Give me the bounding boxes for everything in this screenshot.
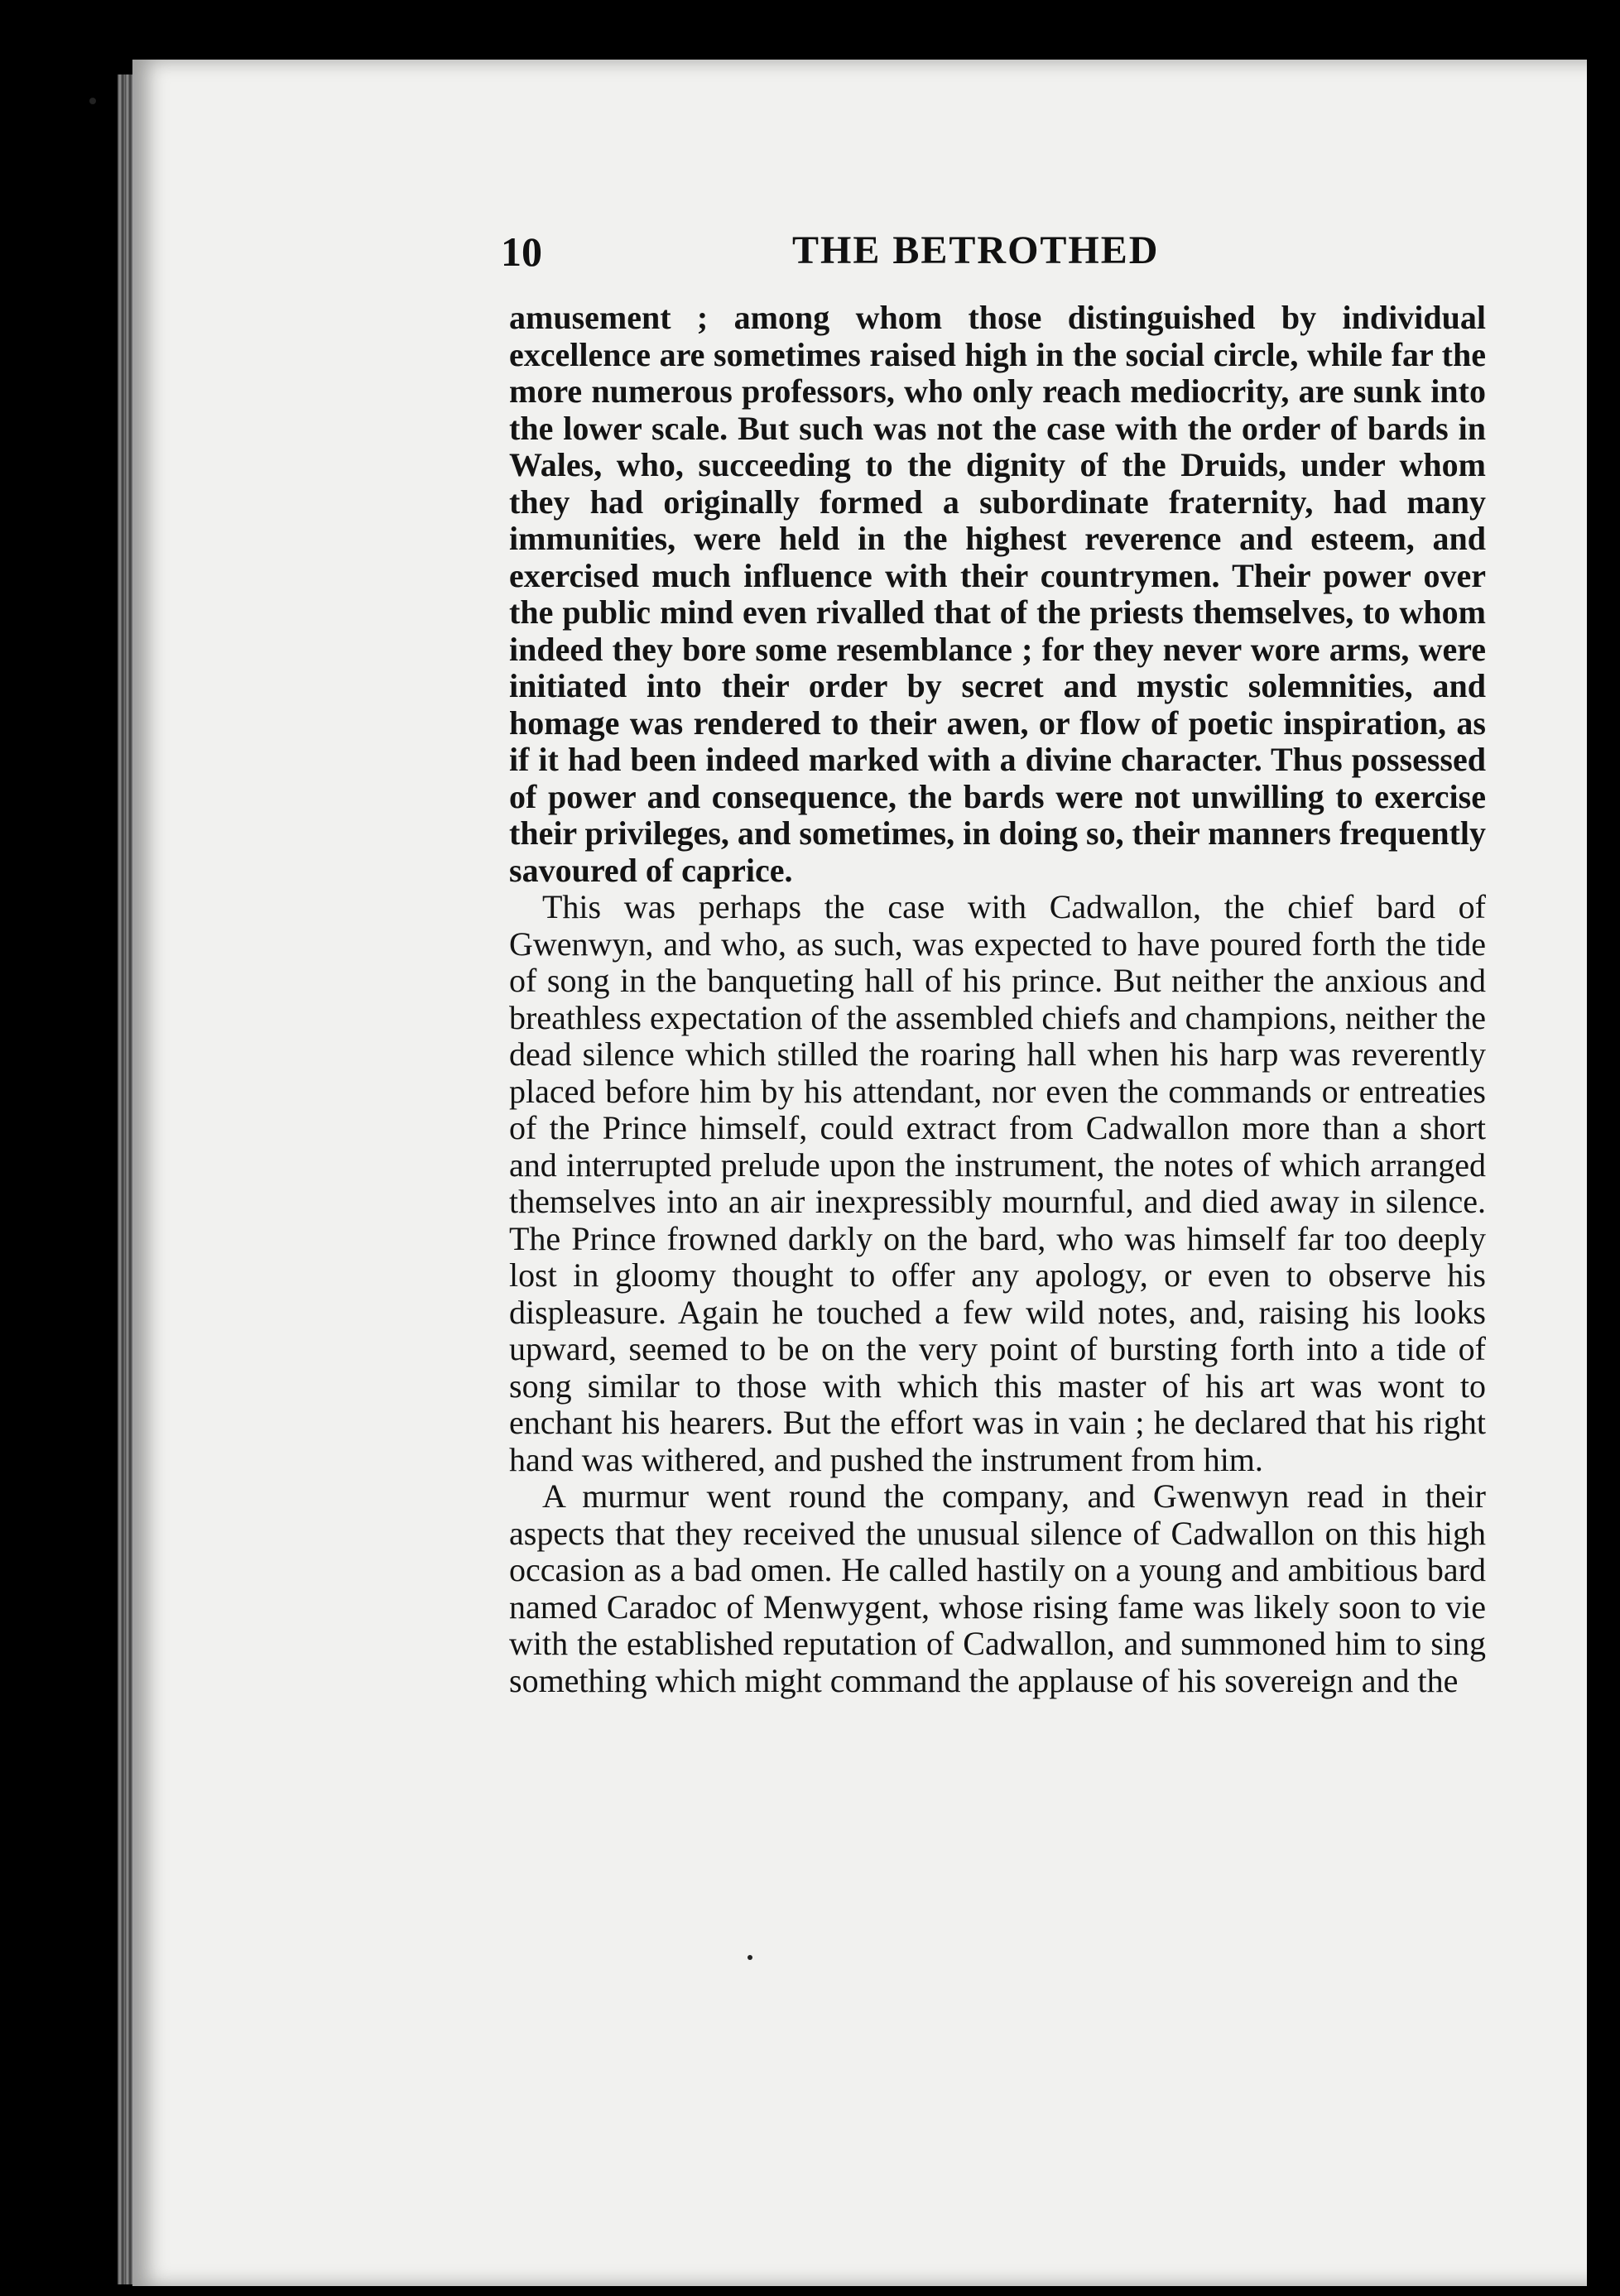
paragraph-2: This was perhaps the case with Cadwallon, the chief bard of Gwenwyn, and who, as such, was expected to have poured forth the tide of song in the banqueting hall of his prince. But neither the anxious and breathless expectation of the assembled chiefs and champions, neither the dead silence which stilled the roaring hall when his harp was reverently placed before him by his attendant, nor even the commands or entreaties of the Prince himself, could extract from Cadwallon more than a short and interrupted prelude upon the instrument, the notes of which arranged themselves into an air inexpressibly mournful, and died away in silence. The Prince frowned darkly on the bard, who was himself far too deeply lost in gloomy thought to offer any apology, or even to observe his displeasure. Again he touched a few wild notes, and, raising his looks upward, seemed to be on the very point of bursting forth into a tide of song similar to those with which this master of his art was wont to enchant his hearers. But the effort was in vain ; he declared that his right hand was withered, and pushed the instrument from him. [509, 888, 1486, 1478]
page-number: 10 [501, 228, 542, 275]
paragraph-3: A murmur went round the company, and Gwenwyn read in their aspects that they received the unusual silence of Cadwallon on this high occasion as a bad omen. He called hastily on a young and ambitious bard named Caradoc of Menwygent, whose rising fame was likely soon to vie with the established reputation of Cadwallon, and summoned him to sing something which might command the applause of his sovereign and the [509, 1477, 1486, 1699]
running-title: THE BETROTHED [792, 228, 1160, 272]
paragraph-1: amusement ; among whom those distinguished by individual excellence are sometimes raised high in the social circle, while far the more numerous professors, who only reach mediocrity, are sunk into the lower scale. But such was not the case with the order of bards in Wales, who, succeeding to the dignity of the Druids, under whom they had originally formed a subordinate fraternity, had many immunities, were held in the highest reverence and esteem, and exercised much influence with their countrymen. Their power over the public mind even rivalled that of the priests themselves, to whom indeed they bore some resemblance ; for they never wore arms, were initiated into their order by secret and mystic solemnities, and homage was rendered to their awen, or flow of poetic inspiration, as if it had been indeed marked with a divine character. Thus possessed of power and consequence, the bards were not unwilling to exercise their privileges, and sometimes, in doing so, their manners frequently savoured of caprice. [509, 299, 1486, 889]
scan-speck [748, 1955, 752, 1960]
scan-border [1587, 0, 1620, 2296]
page-header [501, 228, 1527, 294]
scan-speck [89, 98, 96, 104]
body-text [509, 300, 1486, 1699]
